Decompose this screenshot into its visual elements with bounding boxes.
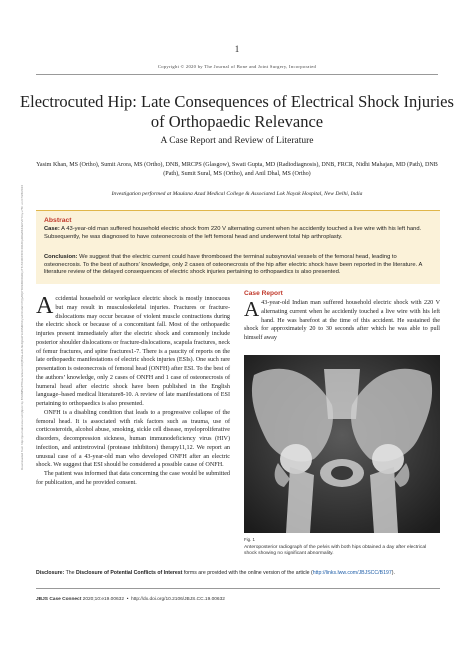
disclosure-link[interactable]: http://links.lww.com/JBJSCC/B197 [312, 570, 392, 576]
consent-paragraph: The patient was informed that data concerning the case would be submitted for publication, and he provided consent. [36, 471, 230, 486]
pelvis-radiograph [244, 355, 440, 533]
abstract-case-label: Case: [44, 226, 60, 232]
side-download-text: Downloaded from http://journals.lww.com/jbjscc by BhDMf5ePHKav1zEoum1tQfN4a+kJLhEZgbsIHo4XMi0hCywCX1AWnYQp/IlQrHD3i3D0OdRyi7TvSFl4Cf3VC4/OAVpDDa8KKGKV0Ymy+78= on 07/23/2024 [20, 184, 24, 470]
footer-rule [36, 588, 440, 589]
disclosure-text-before: The [65, 570, 75, 576]
intro-paragraph [36, 295, 230, 409]
author-list: Yasim Khan, MS (Ortho), Sumit Arora, MS (Ortho), DNB, MRCPS (Glasgow), Swati Gupta, MD (Radiodiagnosis), DNB, FRCR, Nidhi Mahajan, MD (Path), DNB (Path), Sumit Sural, MS (Ortho), and Anil Dhal, MS (Ortho) [36, 162, 438, 177]
article-title: Electrocuted Hip: Late Consequences of Electrical Shock Injuries of Orthopaedic Relevance [20, 92, 454, 131]
disclosure-text-after: forms are provided with the online version of the article ( [183, 570, 313, 576]
figure-caption: Anteroposterior radiograph of the pelvis with both hips obtained a day after electrical shock showing no significant abnormality. [244, 545, 427, 557]
article-subtitle: A Case Report and Review of Literature [160, 136, 314, 146]
page-footer: JBJS Case Connect 2020;10:e19.00632 • http://dx.doi.org/10.2106/JBJS.CC.19.00632 [36, 597, 225, 602]
header-rule [36, 74, 438, 75]
affiliation: Investigation performed at Maulana Azad Medical College & Associated Lok Nayak Hospital, New Delhi, India [111, 191, 363, 197]
case-report-header: Case Report [244, 290, 283, 297]
figure-label: Fig. 1 [244, 537, 255, 542]
disclosure-bold: Disclosure of Potential Conflicts of Interest [76, 570, 183, 576]
abstract-case-text: A 43-year-old man suffered household electric shock from 220 V alternating current when he accidently touched a live wire with his left hand. Subsequently, he was diagnosed to have osteonecrosis of the left femoral head and underwent total hip arthroplasty. [44, 226, 422, 240]
abstract-conclusion [44, 254, 434, 277]
case-report-body: 43-year-old Indian man suffered household electric shock with 220 V alternating current when he accidently touched a live wire with his left hand. He was barefoot at the time of this accident. He sustained the shock for approximately 20 to 30 seconds after which he was able to pull himself away [244, 300, 440, 341]
side-download-note [20, 184, 26, 470]
abstract-header: Abstract [44, 217, 72, 224]
case-report-text [244, 299, 440, 343]
drop-cap: A [36, 293, 54, 319]
footer-citation: 2020;10:e19.00632 [82, 597, 125, 602]
onfh-paragraph: ONFH is a disabling condition that leads to a progressive collapse of the femoral head. It is associated with risk factors such as trauma, use of corticosteroids, alcohol abuse, smoking, sickle cell disease, myeloproliferative disorders, decompression sickness, human immunodeficiency virus (HIV) infection, and antiretroviral (protease inhibitors) therapy11,12. We report an unusual case of a 43-year-old man who developed ONFH after an electric shock. We suggest that ESI should be considered a possible cause of ONFH. [36, 409, 230, 469]
intro-text: ccidental household or workplace electric shock is mostly innocuous but may result in musculoskeletal injuries. Fractures or fracture-dislocations may occur because of violent muscle contractions during the electric shock or because of a concomitant fall. Most of the orthopaedic injuries present immediately after the electric shock and commonly include posterior shoulder dislocations or fracture-dislocations, scapula fractures, neck of femur fractures, and spine fractures1-7. There is a paucity of reports on the late orthopaedic manifestations of electric shock injuries (ESIs). One such rare presentation is osteonecrosis of femoral head (ONFH) after ESI. To the best of the authors’ knowledge, only 2 cases of ONFH and 1 case of osteonecrosis of humeral head after electric shock have been published in the English language–based medical literature8-10. A review of late manifestations of ESI pertaining to orthopaedics is also presented. [36, 296, 230, 407]
disclosure-note [36, 570, 440, 576]
disclosure-label: Disclosure: [36, 570, 65, 576]
disclosure-close: ). [391, 570, 395, 576]
footer-journal: JBJS Case Connect [36, 597, 82, 602]
case-drop-cap: A [244, 297, 260, 321]
page-number: 1 [234, 44, 240, 54]
footer-doi[interactable]: http://dx.doi.org/10.2106/JBJS.CC.19.00632 [131, 597, 225, 602]
abstract-conclusion-text: We suggest that the electric current could have thrombosed the terminal subsynovial vessels of the femoral head, leading to osteonecrosis. To the best of authors’ knowledge, only 2 cases of osteonecrosis of the hip after electric shock have been reported in the literature. A literature review of the delayed consequences of electric shock injuries pertaining to orthopaedics is also presented. [44, 254, 422, 276]
copyright-line: Copyright © 2020 by The Journal of Bone and Joint Surgery, Incorporated [157, 64, 317, 69]
abstract-box [36, 210, 440, 284]
abstract-conclusion-label: Conclusion: [44, 254, 78, 260]
radiograph-image [244, 355, 440, 533]
body-left-column [36, 295, 230, 488]
abstract-case [44, 226, 434, 241]
